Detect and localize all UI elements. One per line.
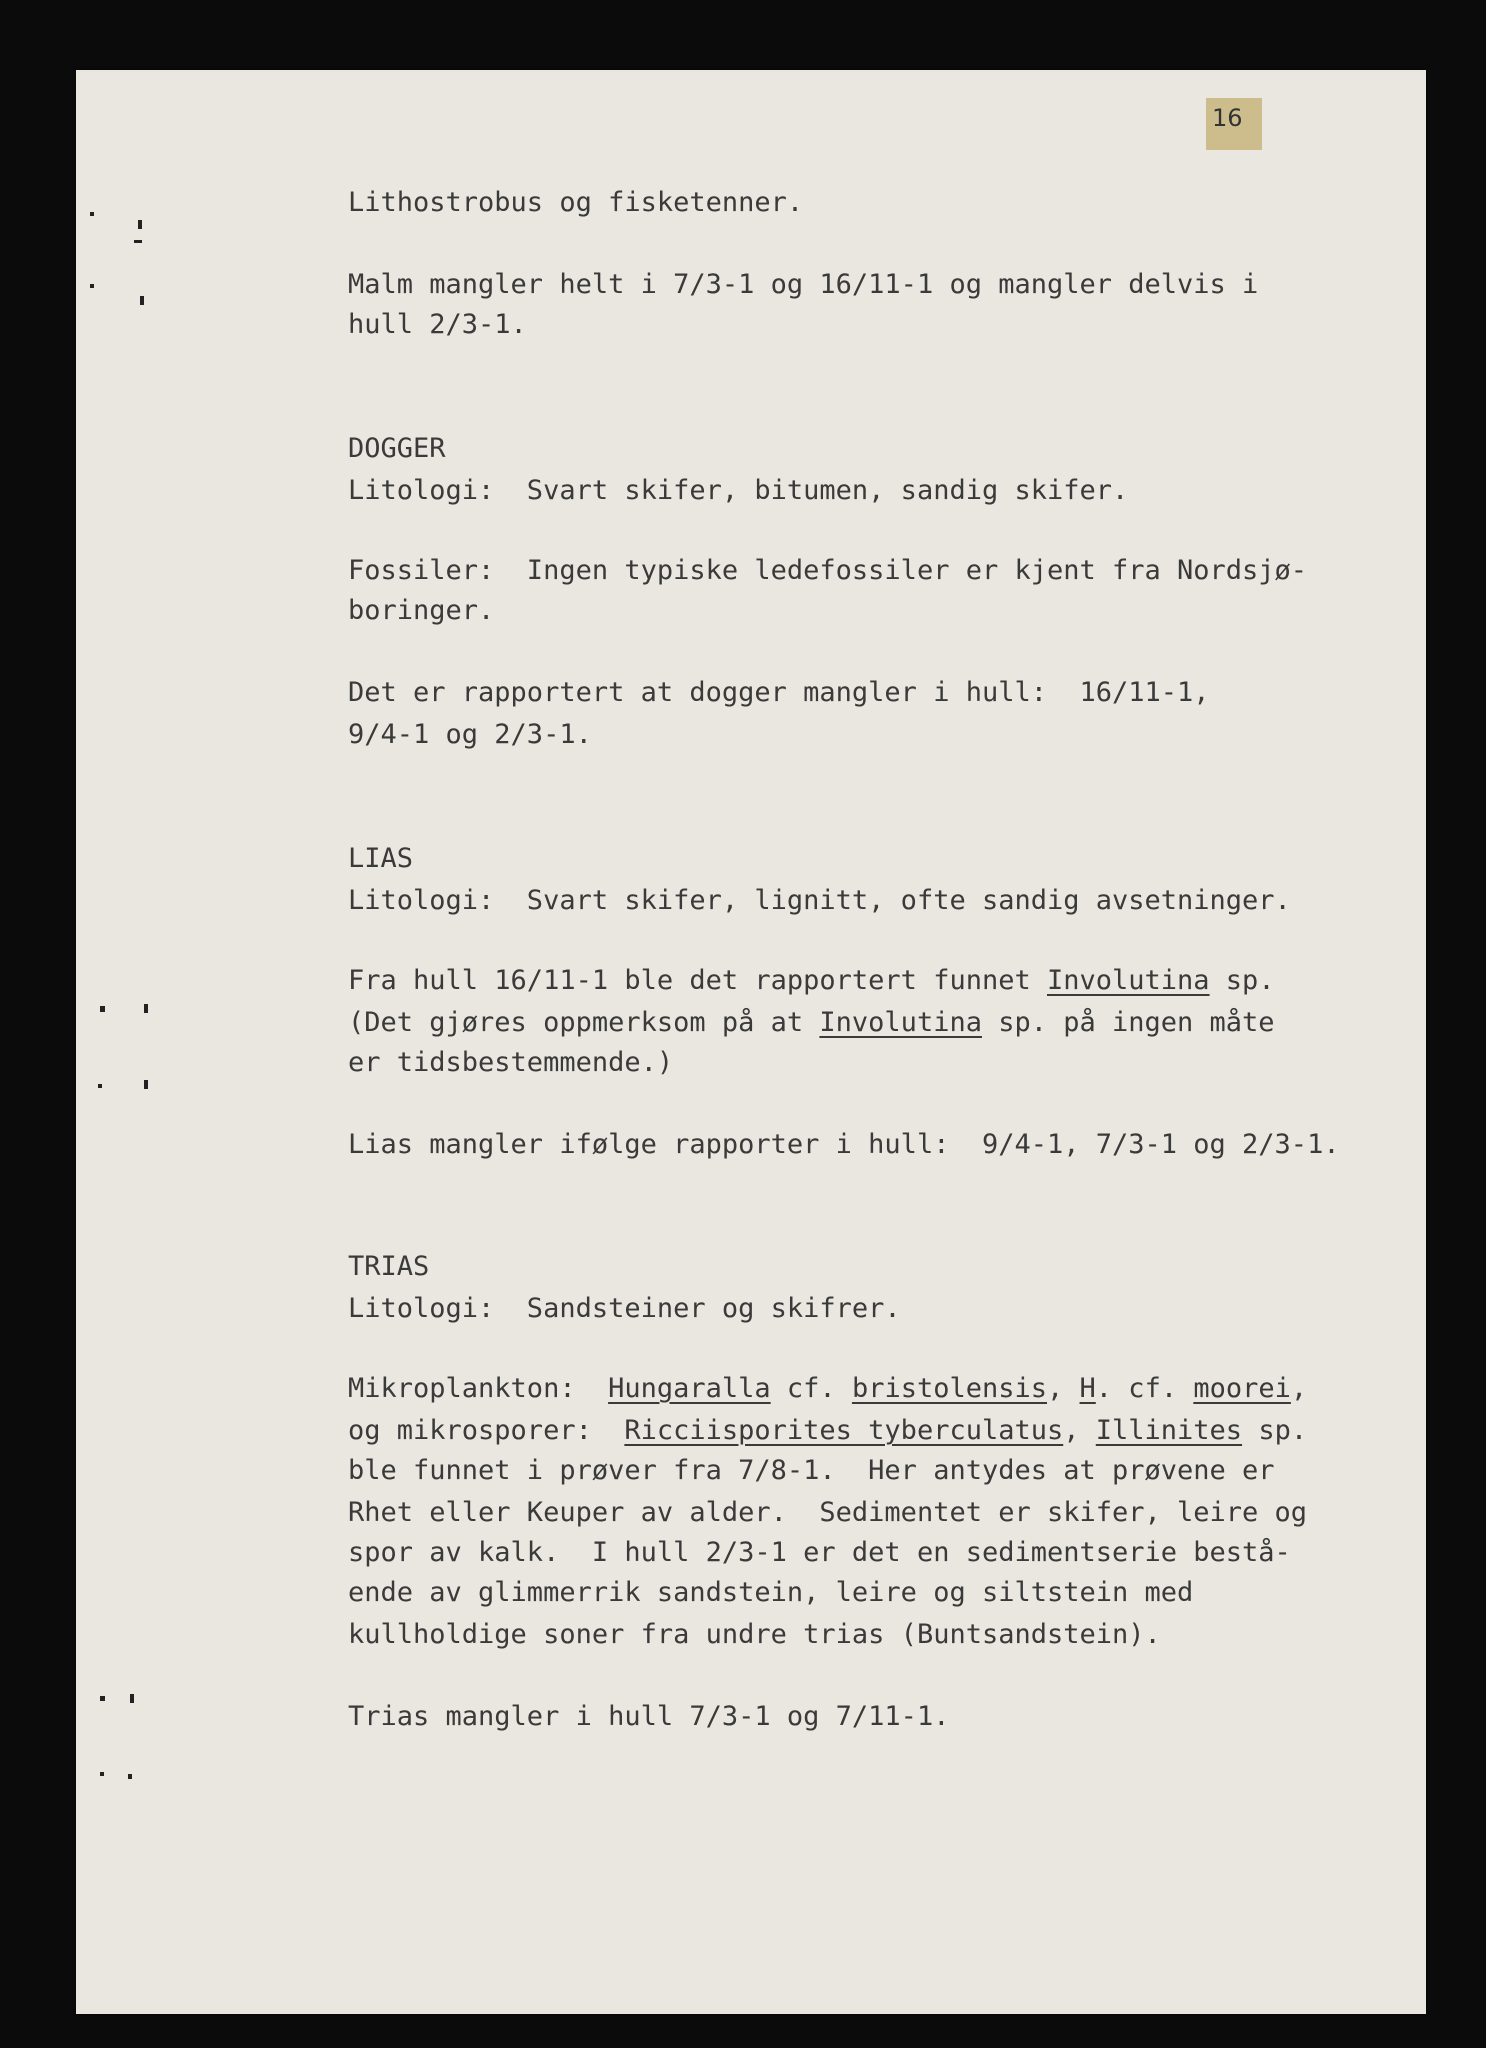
binder-mark: [144, 1004, 148, 1013]
text-line: Lias mangler ifølge rapporter i hull: 9/4-1, 7/3-1 og 2/3-1.: [348, 1129, 1340, 1160]
binder-mark: [100, 1006, 105, 1012]
text-segment: sp.: [1242, 1415, 1308, 1446]
section-heading-lias: LIAS: [348, 843, 414, 874]
text-line: Rhet eller Keuper av alder. Sedimentet er skifer, leire og: [348, 1497, 1308, 1528]
binder-mark: [100, 1772, 104, 1776]
text-segment: og mikrosporer:: [348, 1415, 625, 1446]
binder-mark: [90, 212, 94, 216]
text-line: boringer.: [348, 595, 495, 626]
text-line: Trias mangler i hull 7/3-1 og 7/11-1.: [348, 1701, 950, 1732]
text-line: Litologi: Svart skifer, bitumen, sandig skifer.: [348, 475, 1129, 506]
underlined-taxon: Ricciisporites tyberculatus: [624, 1415, 1064, 1446]
text-segment: Fra hull 16/11-1 ble det rapportert funnet: [348, 965, 1047, 996]
text-line: 9/4-1 og 2/3-1.: [348, 719, 592, 750]
text-line: [348, 1414, 1307, 1448]
text-line: kullholdige soner fra undre trias (Buntsandstein).: [348, 1619, 1161, 1650]
section-heading-dogger: DOGGER: [348, 433, 446, 464]
binder-mark: [144, 1080, 148, 1089]
underlined-taxon: Involutina: [1046, 965, 1210, 996]
text-line: [348, 1006, 1275, 1040]
text-line: Litologi: Svart skifer, lignitt, ofte sandig avsetninger.: [348, 885, 1291, 916]
binder-mark: [130, 1694, 134, 1703]
page-number: 16: [1212, 104, 1243, 132]
underlined-taxon: moorei: [1193, 1373, 1291, 1404]
text-line: hull 2/3-1.: [348, 309, 527, 340]
text-segment: ,: [1047, 1373, 1080, 1404]
binder-mark: [100, 1696, 105, 1701]
text-segment: ,: [1063, 1415, 1096, 1446]
binder-mark: [90, 284, 94, 288]
binder-mark: [140, 296, 144, 305]
text-segment: cf.: [770, 1373, 852, 1404]
underlined-taxon: Illinites: [1095, 1415, 1243, 1446]
text-segment: sp.: [1209, 965, 1275, 996]
binder-mark: [138, 220, 142, 229]
text-line: ble funnet i prøver fra 7/8-1. Her antydes at prøvene er: [348, 1455, 1275, 1486]
text-line: ende av glimmerrik sandstein, leire og siltstein med: [348, 1577, 1194, 1608]
binder-mark: [134, 240, 142, 243]
text-line: Malm mangler helt i 7/3-1 og 16/11-1 og mangler delvis i: [348, 269, 1259, 300]
binder-mark: [128, 1774, 132, 1779]
text-line: spor av kalk. I hull 2/3-1 er det en sedimentserie bestå-: [348, 1537, 1291, 1568]
text-line: [348, 1372, 1307, 1406]
text-segment: . cf.: [1095, 1373, 1194, 1404]
text-line: [348, 964, 1275, 998]
text-segment: (Det gjøres oppmerksom på at: [348, 1007, 820, 1038]
text-line: Lithostrobus og fisketenner.: [348, 187, 804, 218]
text-line: er tidsbestemmende.): [348, 1047, 674, 1078]
underlined-taxon: Involutina: [819, 1007, 982, 1038]
text-line: Litologi: Sandsteiner og skifrer.: [348, 1293, 901, 1324]
underlined-taxon: H: [1079, 1373, 1096, 1404]
text-line: Det er rapportert at dogger mangler i hull: 16/11-1,: [348, 677, 1210, 708]
underlined-taxon: Hungaralla: [608, 1373, 771, 1404]
text-segment: sp. på ingen måte: [981, 1007, 1275, 1038]
text-line: Fossiler: Ingen typiske ledefossiler er kjent fra Nordsjø-: [348, 555, 1308, 586]
text-segment: ,: [1290, 1373, 1308, 1404]
section-heading-trias: TRIAS: [348, 1251, 430, 1282]
binder-mark: [98, 1084, 102, 1088]
underlined-taxon: bristolensis: [851, 1373, 1048, 1404]
text-segment: Mikroplankton:: [348, 1373, 609, 1404]
